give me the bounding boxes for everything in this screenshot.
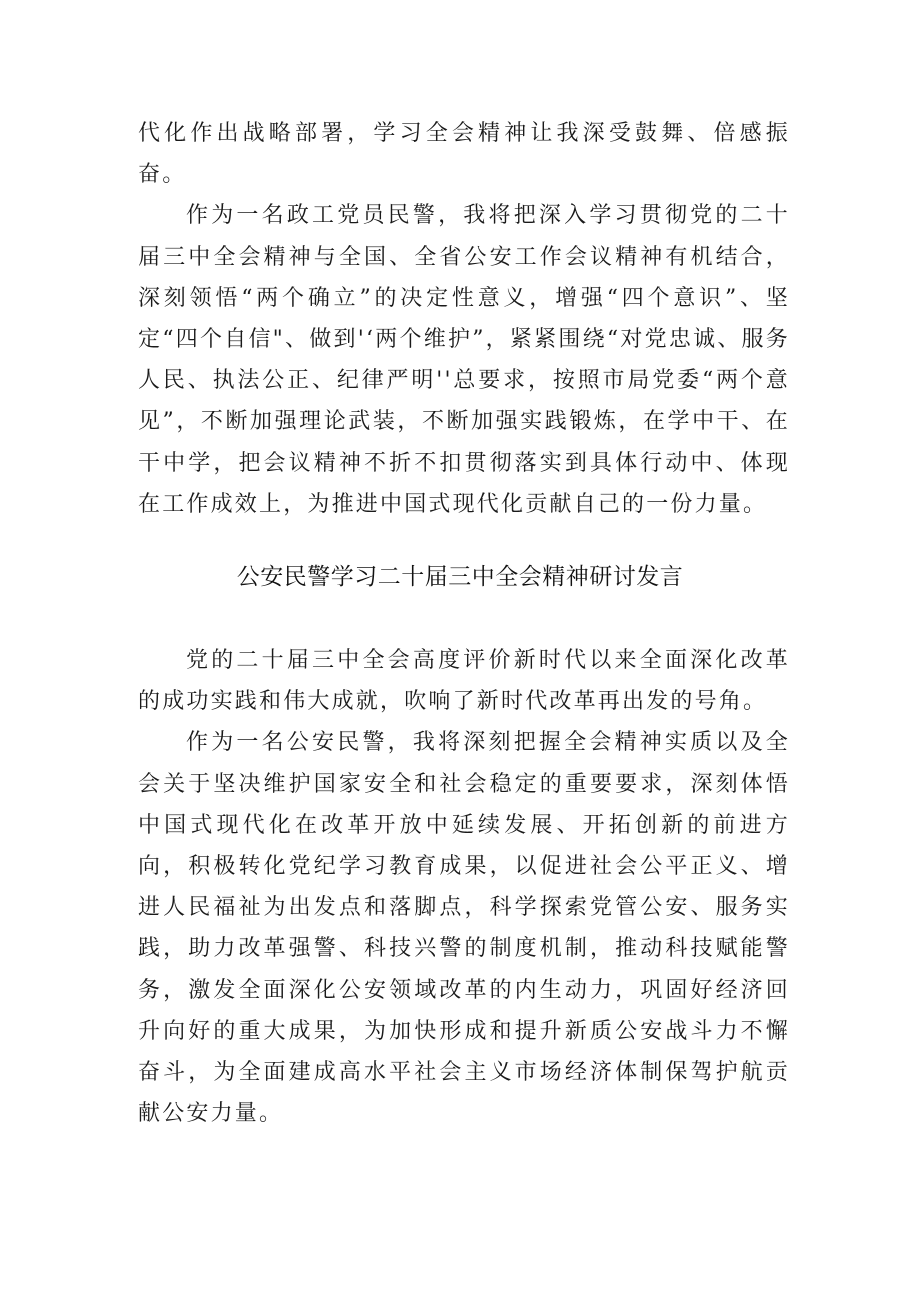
paragraph-commitment: 作为一名公安民警，我将深刻把握全会精神实质以及全会关于坚决维护国家安全和社会稳定的重要要求，深刻体悟中国式现代化在改革开放中延续发展、开拓创新的前进方向，积极转化党纪学习教育成果，以促进社会公平正义、增进人民福祉为出发点和落脚点，科学探索党管公安、服务实践，助力改革强警、科技兴警的制度机制，推动科技赋能警务，激发全面深化公安领域改革的内生动力，巩固好经济回升向好的重大成果，为加快形成和提升新质公安战斗力不懈奋斗，为全面建成高水平社会主义市场经济体制保驾护航贡献公安力量。 bbox=[138, 730, 790, 1127]
paragraph-pledge: 作为一名政工党员民警，我将把深入学习贯彻党的二十届三中全会精神与全国、全省公安工作会议精神有机结合，深刻领悟“两个确立”的决定性意义，增强“四个意识”、坚定“四个自信"、做到'‘两个维护”，紧紧围绕“对党忠诚、服务人民、执法公正、纪律严明''总要求，按照市局党委“两个意见”，不断加强理论武装，不断加强实践锻炼，在学中干、在干中学，把会议精神不折不扣贯彻落实到具体行动中、体现在工作成效上，为推进中国式现代化贡献自己的一份力量。 bbox=[138, 203, 790, 517]
paragraph-continuation: 代化作出战略部署，学习全会精神让我深受鼓舞、倍感振奋。 bbox=[138, 121, 790, 188]
speech-section-2 bbox=[138, 640, 790, 1134]
section-title: 公安民警学习二十届三中全会精神研讨发言 bbox=[236, 564, 684, 590]
speech-section-1 bbox=[138, 113, 790, 525]
paragraph-intro: 党的二十届三中全会高度评价新时代以来全面深化改革的成功实践和伟大成就，吹响了新时代改革再出发的号角。 bbox=[138, 648, 790, 715]
